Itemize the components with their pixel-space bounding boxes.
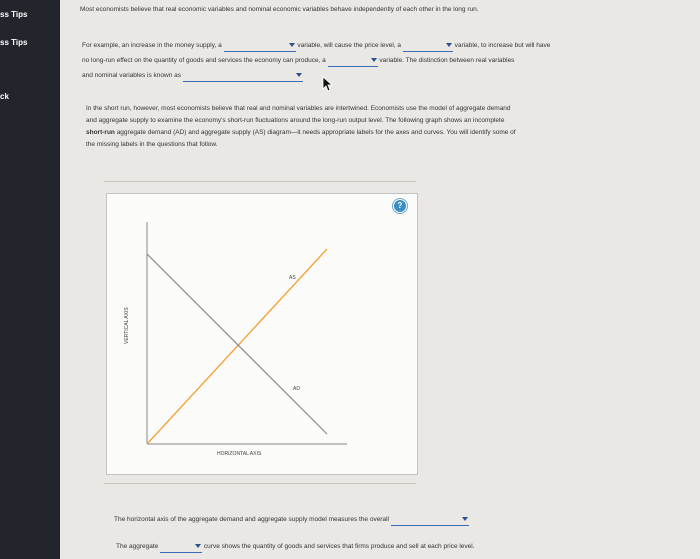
dropdown-money-supply-type[interactable] (224, 42, 296, 52)
para2-line3-rest: aggregate demand (AD) and aggregate supply (AS) diagram—it needs appropriate labels for the axes and curves. You will identify some of (114, 129, 516, 136)
para2-line1: In the short run, however, most economists believe that real and nominal variables are intertwined. Economists use the model of aggregate demand (86, 105, 511, 112)
dropdown-horizontal-axis[interactable] (391, 516, 469, 526)
para1-text-a: For example, an increase in the money supply, a (82, 42, 222, 49)
para2-line2: and aggregate supply to examine the economy's short-run fluctuations around the long-run output level. The following graph shows an incomplete (86, 117, 505, 124)
question-2-text-b: curve shows the quantity of goods and services that firms produce and sell at each price level. (203, 543, 475, 550)
ad-as-graph (106, 193, 418, 475)
chevron-down-icon (446, 43, 452, 47)
as-curve-label: AS (289, 275, 296, 281)
para1-line1 (82, 40, 550, 52)
chevron-down-icon (296, 73, 302, 77)
ad-curve (147, 254, 327, 434)
para2-bold-short-run: short-run (86, 129, 115, 136)
as-curve (147, 249, 327, 444)
para1-text-d: no long-run effect on the quantity of goods and services the economy can produce, a (82, 57, 326, 64)
vertical-axis-label: VERTICAL AXIS (124, 307, 130, 344)
para2-line3 (86, 127, 516, 139)
chevron-down-icon (462, 517, 468, 521)
dropdown-price-level-type[interactable] (403, 42, 453, 52)
para1-text-b: variable, will cause the price level, a (297, 42, 402, 49)
ad-curve-label: AD (293, 386, 300, 392)
question-2 (116, 541, 475, 553)
horizontal-axis-label: HORIZONTAL AXIS (217, 451, 262, 457)
chevron-down-icon (289, 43, 295, 47)
graph-canvas (107, 194, 417, 474)
dropdown-aggregate-curve[interactable] (160, 543, 202, 553)
para2-line4: the missing labels in the questions that follow. (86, 141, 218, 148)
help-icon[interactable]: ? (393, 199, 407, 213)
mouse-cursor-icon (322, 76, 334, 92)
intro-text: Most economists believe that real economic variables and nominal economic variables behave independently of each other in the long run. (80, 6, 479, 13)
question-1-text: The horizontal axis of the aggregate demand and aggregate supply model measures the overall (114, 516, 389, 523)
question-1 (114, 514, 469, 526)
sidebar-item-tips-1[interactable]: ss Tips (0, 10, 28, 19)
para1-text-c: variable, to increase but will have (454, 42, 551, 49)
chevron-down-icon (195, 544, 201, 548)
sidebar-item-tips-2[interactable]: ss Tips (0, 38, 28, 47)
question-panel (60, 0, 700, 559)
sidebar-item-back[interactable]: ck (0, 92, 9, 101)
question-2-text-a: The aggregate (116, 543, 159, 550)
sidebar (0, 0, 60, 559)
para1-text-e: variable. The distinction between real variables (379, 57, 515, 64)
divider-top (104, 181, 416, 182)
para1-line2 (82, 55, 514, 67)
chevron-down-icon (371, 58, 377, 62)
para1-text-f: and nominal variables is known as (82, 72, 181, 79)
para1-line3 (82, 70, 303, 82)
dropdown-distinction-name[interactable] (183, 72, 303, 82)
dropdown-quantity-type[interactable] (328, 57, 378, 67)
divider-bottom (104, 483, 416, 484)
